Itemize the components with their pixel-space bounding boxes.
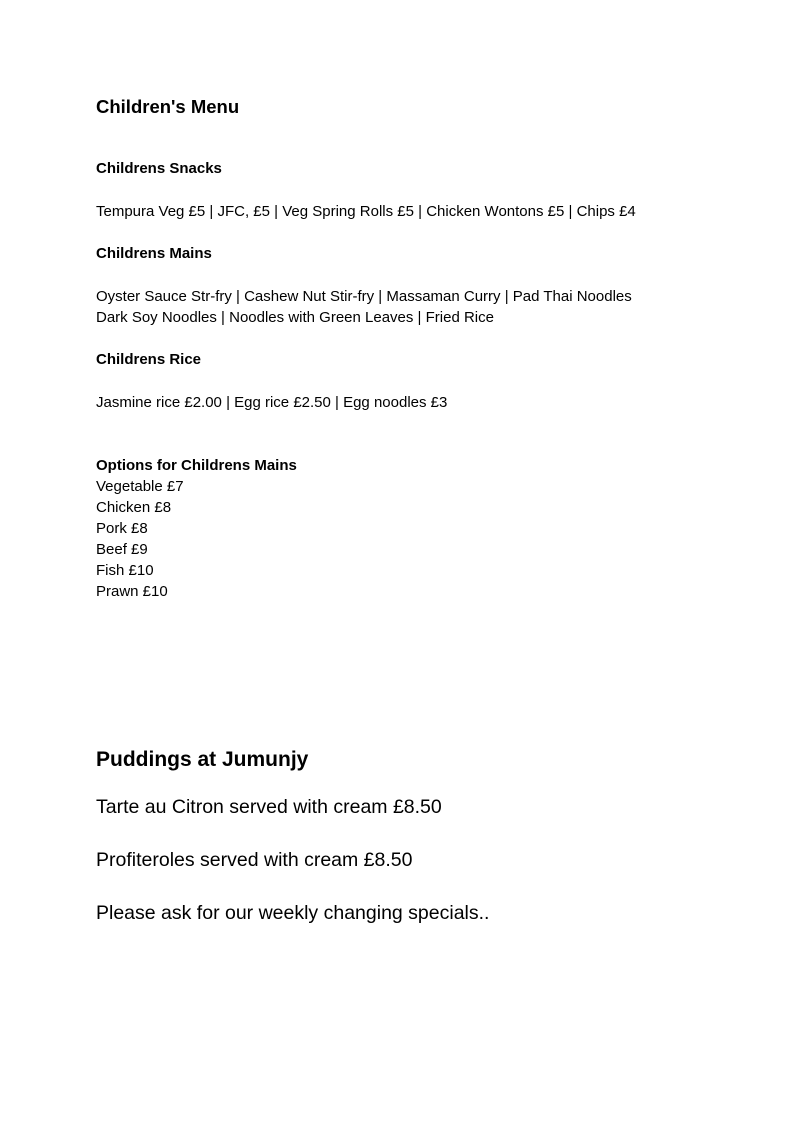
- options-section: [96, 455, 297, 602]
- childrens-mains-heading: Childrens Mains: [96, 245, 212, 262]
- puddings-title: Puddings at Jumunjy: [96, 748, 309, 771]
- childrens-menu-title: Children's Menu: [96, 96, 240, 117]
- option-item-pork: Pork £8: [96, 520, 148, 537]
- options-heading: Options for Childrens Mains: [96, 457, 297, 474]
- childrens-snacks-heading: Childrens Snacks: [96, 160, 222, 177]
- childrens-mains-line-1: Oyster Sauce Str-fry | Cashew Nut Stir-fry | Massaman Curry | Pad Thai Noodles: [96, 288, 632, 305]
- option-item-fish: Fish £10: [96, 562, 154, 579]
- childrens-rice-items: Jasmine rice £2.00 | Egg rice £2.50 | Egg noodles £3: [96, 394, 448, 411]
- pudding-item-tarte: Tarte au Citron served with cream £8.50: [96, 796, 442, 818]
- pudding-item-profiteroles: Profiteroles served with cream £8.50: [96, 849, 413, 871]
- option-item-prawn: Prawn £10: [96, 583, 168, 600]
- childrens-mains-line-2: Dark Soy Noodles | Noodles with Green Leaves | Fried Rice: [96, 309, 494, 326]
- childrens-rice-heading: Childrens Rice: [96, 351, 202, 368]
- option-item-beef: Beef £9: [96, 541, 148, 558]
- childrens-snacks-items: Tempura Veg £5 | JFC, £5 | Veg Spring Rolls £5 | Chicken Wontons £5 | Chips £4: [96, 203, 636, 220]
- option-item-vegetable: Vegetable £7: [96, 478, 184, 495]
- option-item-chicken: Chicken £8: [96, 499, 172, 516]
- pudding-specials-note: Please ask for our weekly changing specials..: [96, 902, 490, 924]
